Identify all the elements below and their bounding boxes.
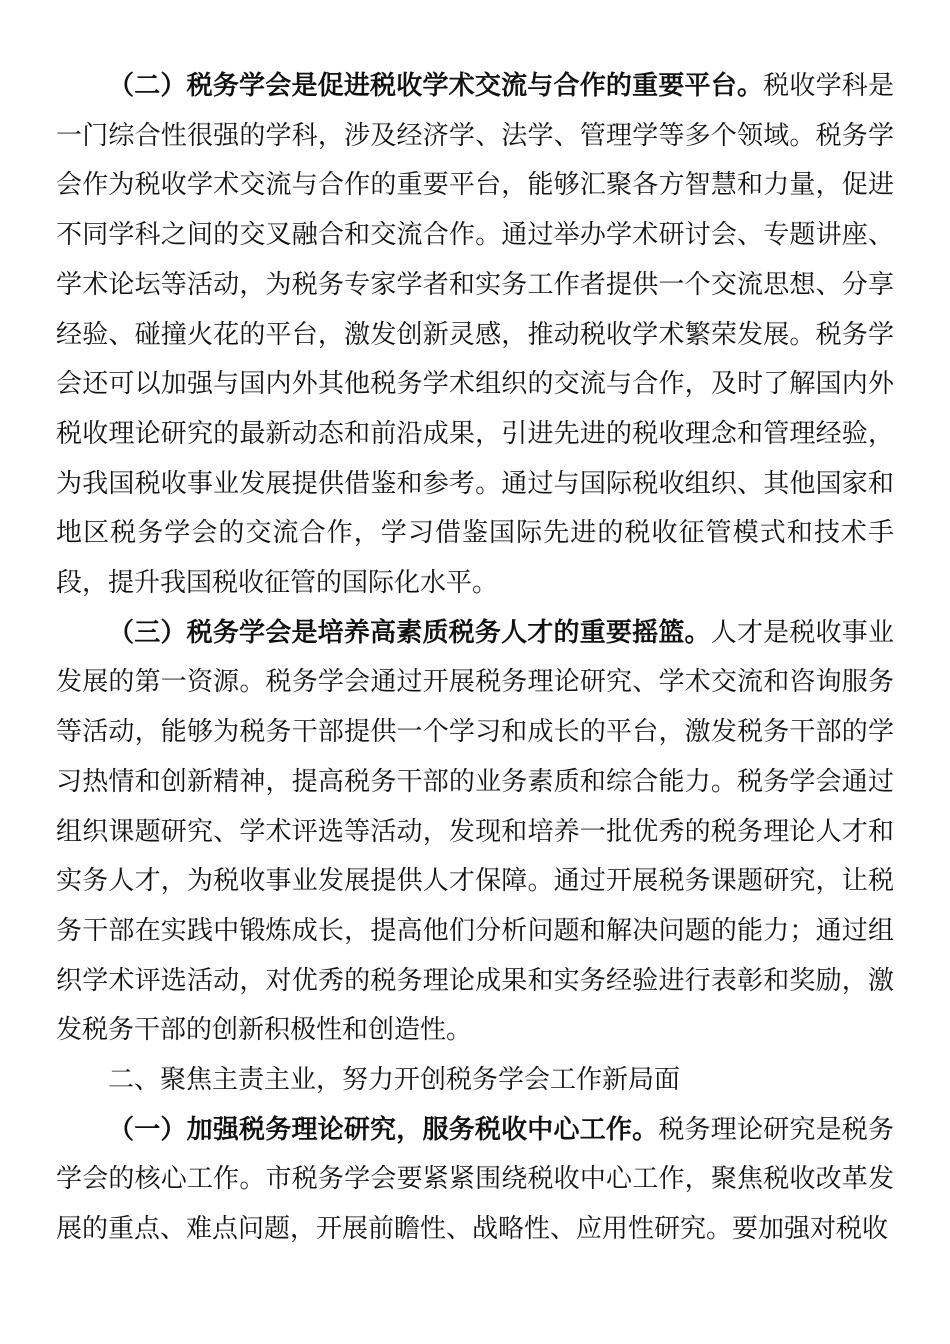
section-heading: 二、聚焦主责主业，努力开创税务学会工作新局面 [108, 1065, 681, 1096]
paragraph-body: 人才是税收事业发展的第一资源。税务学会通过开展税务理论研究、学术交流和咨询服务等活动，能够为税务干部提供一个学习和成长的平台，激发税务干部的学习热情和创新精神，提高税务干部的业务素质和综合能力。税务学会通过组织课题研究、学术评选等活动，发现和培养一批优秀的税务理论人才和实务人才，为税收事业发展提供人才保障。通过开展税务课题研究，让税务干部在实践中锻炼成长，提高他们分析问题和解决问题的能力；通过组织学术评选活动，对优秀的税务理论成果和实务经验进行表彰和奖励，激发税务干部的创新积极性和创造性。 [56, 617, 894, 1046]
paragraph-body: 税收学科是一门综合性很强的学科，涉及经济学、法学、管理学等多个领域。税务学会作为税收学术交流与合作的重要平台，能够汇聚各方智慧和力量，促进不同学科之间的交叉融合和交流合作。通过举办学术研讨会、专题讲座、学术论坛等活动，为税务专家学者和实务工作者提供一个交流思想、分享经验、碰撞火花的平台，激发创新灵感，推动税收学术繁荣发展。税务学会还可以加强与国内外其他税务学术组织的交流与合作，及时了解国内外税收理论研究的最新动态和前沿成果，引进先进的税收理念和管理经验，为我国税收事业发展提供借鉴和参考。通过与国际税收组织、其他国家和地区税务学会的交流合作，学习借鉴国际先进的税收征管模式和技术手段，提升我国税收征管的国际化水平。 [56, 71, 894, 599]
document-page [56, 62, 894, 1255]
paragraph-lead-heading: （二）税务学会是促进税收学术交流与合作的重要平台。 [108, 71, 764, 101]
paragraph-body: 税务理论研究是税务学会的核心工作。市税务学会要紧紧围绕税收中心工作，聚焦税收改革发展的重点、难点问题，开展前瞻性、战略性、应用性研究。要加强对税收 [56, 1114, 894, 1245]
paragraph-talent-cultivation [56, 609, 894, 1056]
paragraph-theory-research [56, 1106, 894, 1255]
paragraph-lead-heading: （一）加强税务理论研究，服务税收中心工作。 [108, 1114, 659, 1145]
paragraph-lead-heading: （三）税务学会是培养高素质税务人才的重要摇篮。 [108, 617, 711, 648]
paragraph-academic-exchange [56, 62, 894, 609]
